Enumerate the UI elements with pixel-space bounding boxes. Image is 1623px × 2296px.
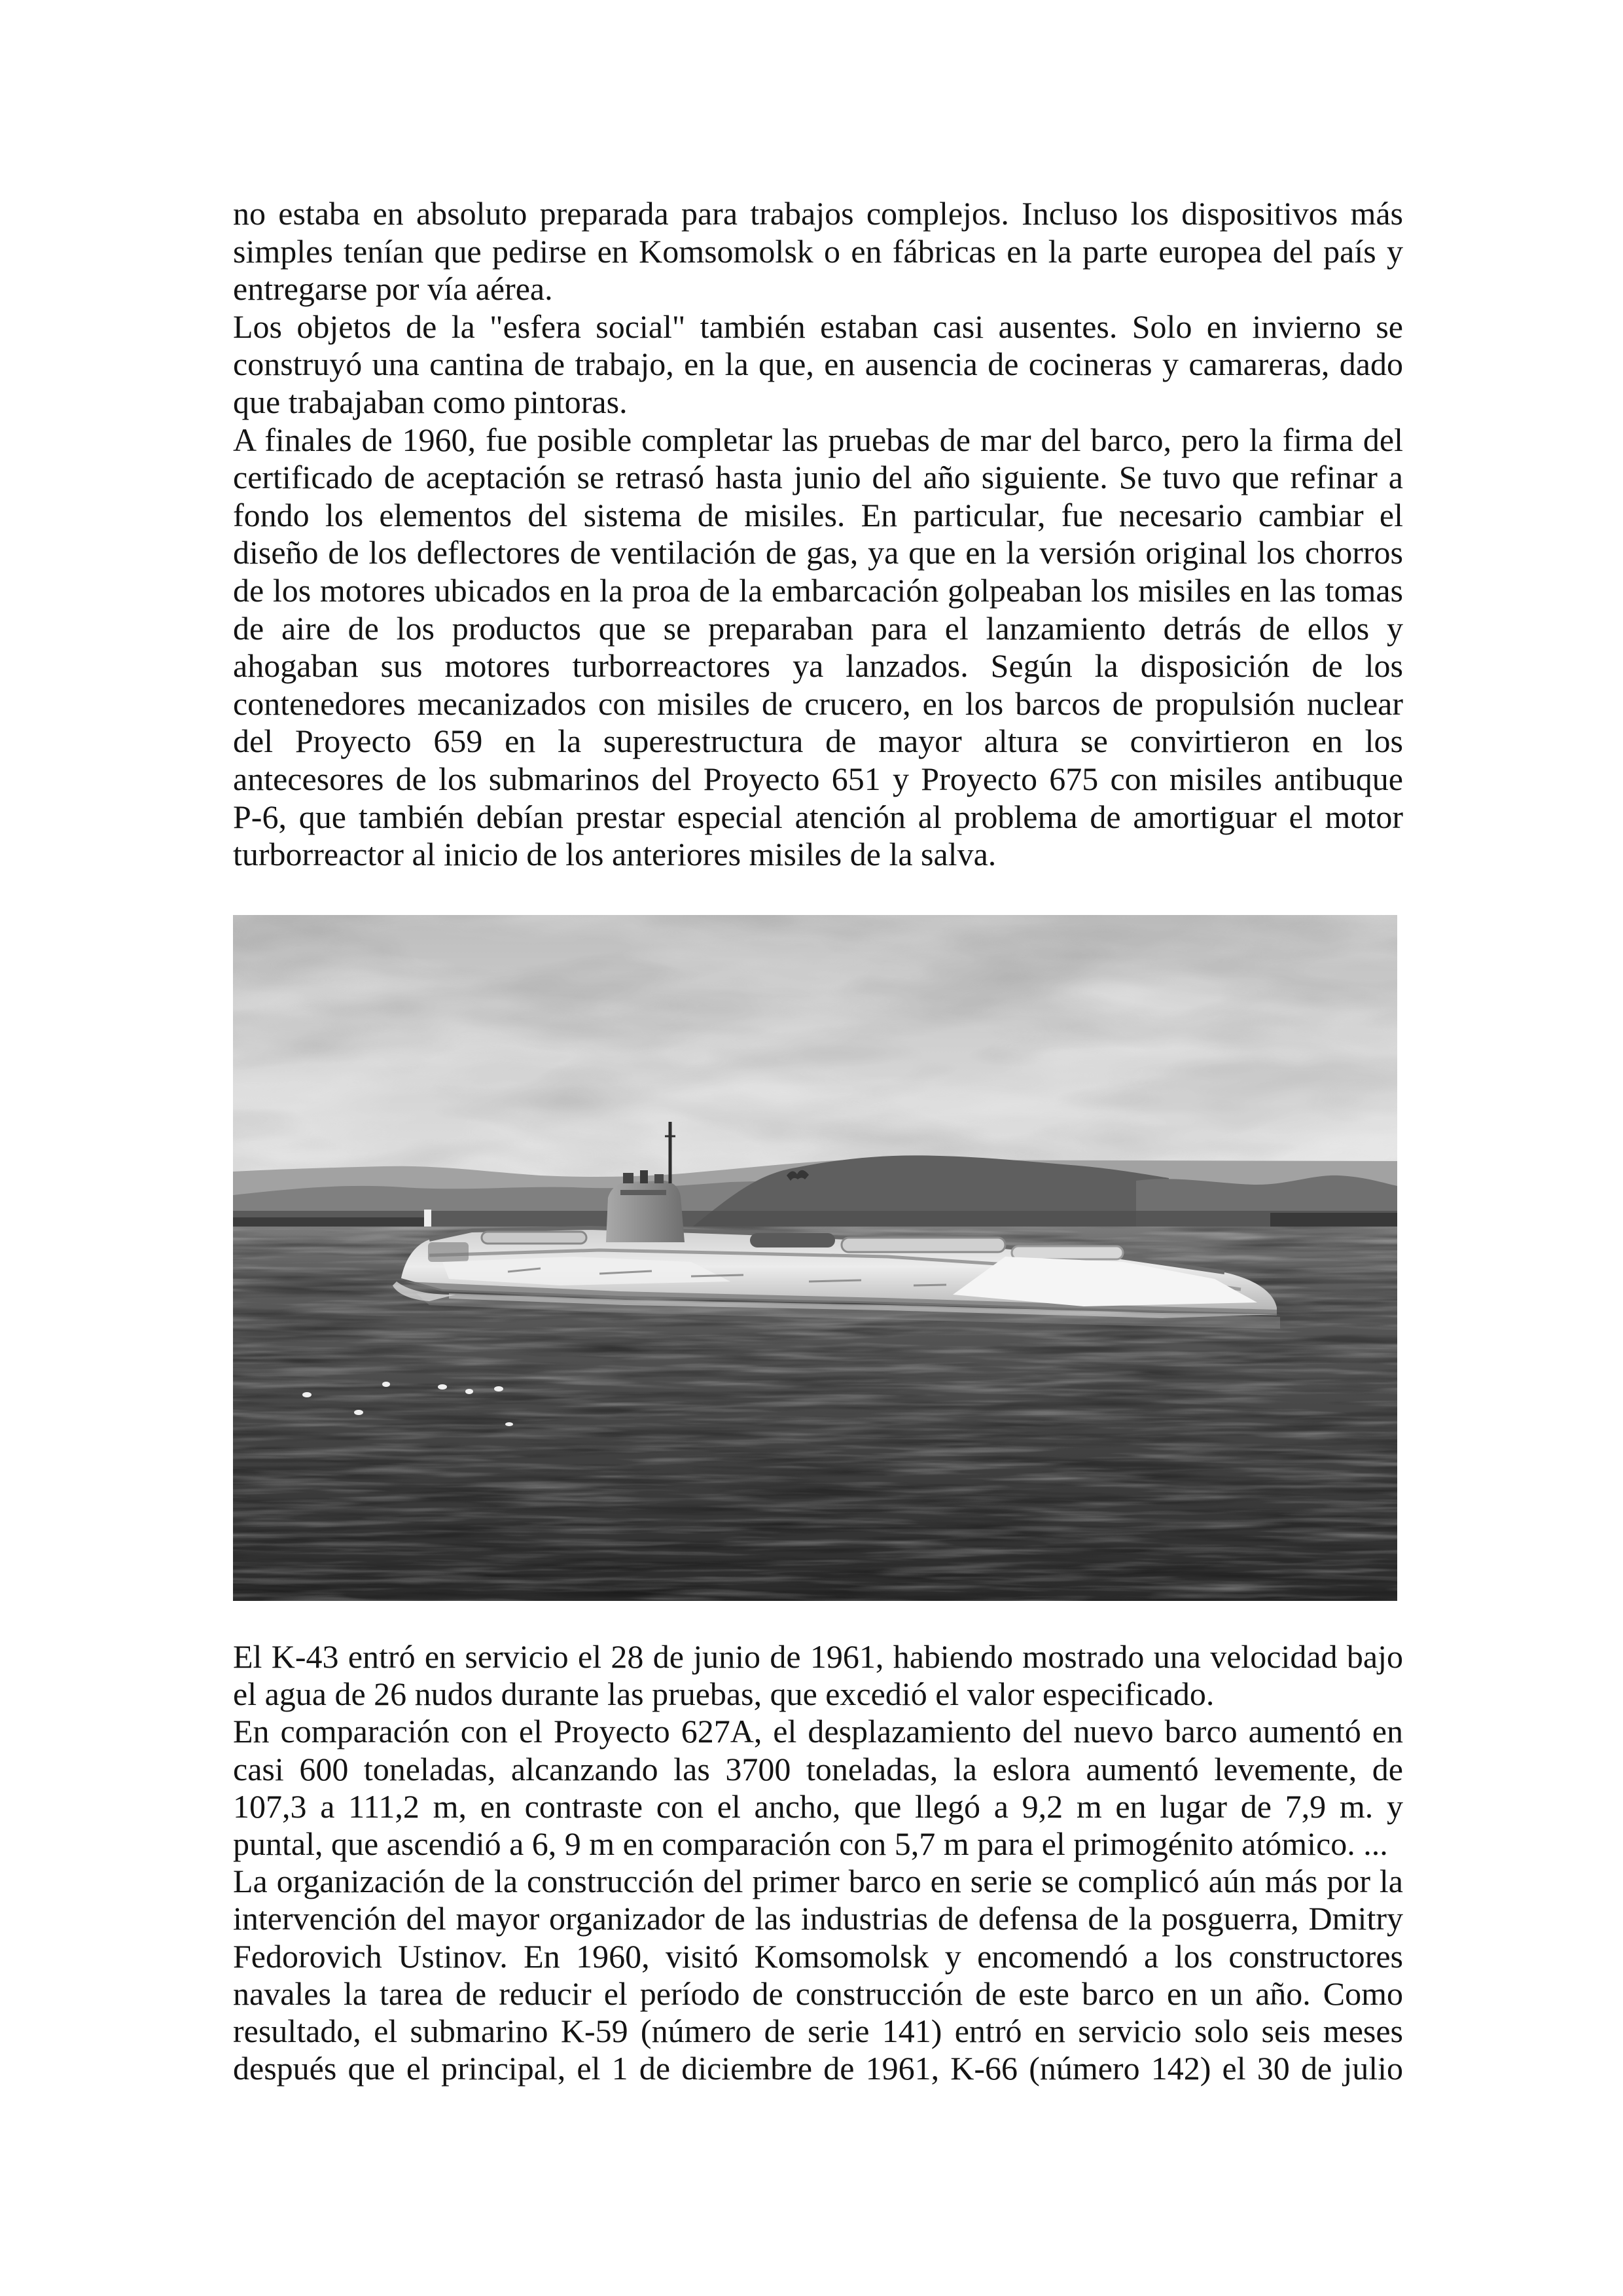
text-line: fondo los elementos del sistema de misiles. En particular, fue necesario cambiar el [233,496,1403,533]
text-block-before-figure [233,195,1403,874]
paragraph [233,195,1403,308]
paragraph [233,308,1403,422]
text-line: casi 600 toneladas, alcanzando las 3700 toneladas, la eslora aumentó levemente, de [233,1750,1403,1787]
text-line: turborreactor al inicio de los anteriores misiles de la salva. [233,836,997,873]
bow-structure [428,1242,469,1262]
periscope-housing [640,1170,648,1183]
sky-cloud-shadows [233,915,1397,1196]
gull [438,1384,447,1390]
submarine-photo-graphic [233,915,1397,1601]
text-line: simples tenían que pedirse en Komsomolsk o en fábricas en la parte europea del país y [233,232,1403,270]
missile-container [750,1233,835,1247]
text-line: El K-43 entró en servicio el 28 de junio de 1961, habiendo mostrado una velocidad bajo [233,1638,1403,1675]
text-line: contenedores mecanizados con misiles de crucero, en los barcos de propulsión nuclear [233,685,1403,722]
text-line: después que el principal, el 1 de diciembre de 1961, K-66 (número 142) el 30 de julio [233,2050,1403,2087]
periscope-housing [623,1173,633,1183]
gull [354,1410,363,1415]
text-line: el agua de 26 nudos durante las pruebas, que excedió el valor especificado. [233,1676,1215,1713]
text-line: La organización de la construcción del primer barco en serie se complicó aún más por la [233,1863,1403,1900]
text-line: entregarse por vía aérea. [233,270,553,308]
text-line: En comparación con el Proyecto 627A, el desplazamiento del nuevo barco aumentó en [233,1713,1403,1750]
text-line: ahogaban sus motores turborreactores ya lanzados. Según la disposición de los [233,647,1403,685]
gull [465,1389,473,1394]
text-line: Los objetos de la "esfera social" también estaban casi ausentes. Solo en invierno se [233,308,1403,345]
missile-container [1012,1246,1123,1259]
text-line: P-6, que también debían prestar especial atención al problema de amortiguar el motor [233,798,1403,835]
paragraph [233,1713,1403,1863]
gull [505,1422,513,1426]
text-block-after-figure [233,1638,1403,2087]
gull [494,1386,503,1391]
text-line: que trabajaban como pintoras. [233,383,628,420]
text-line: puntal, que ascendió a 6, 9 m en comparación con 5,7 m para el primogénito atómico. ... [233,1825,1388,1863]
conning-tower-window [620,1190,666,1195]
text-line: certificado de aceptación se retrasó hasta junio del año siguiente. Se tuvo que refinar a [233,459,1403,496]
text-line: Fedorovich Ustinov. En 1960, visitó Komsomolsk y encomendó a los constructores [233,1937,1403,1975]
missile-container [842,1238,1005,1252]
text-line: 107,3 a 111,2 m, en contraste con el ancho, que llegó a 9,2 m en lugar de 7,9 m. y [233,1787,1403,1825]
paragraph [233,1863,1403,2087]
text-line: de aire de los productos que se preparaban para el lanzamiento detrás de ellos y [233,609,1403,647]
text-line: del Proyecto 659 en la superestructura de mayor altura se convirtieron en los [233,723,1403,760]
gull [302,1392,312,1397]
text-line: de los motores ubicados en la proa de la embarcación golpeaban los misiles en las tomas [233,571,1403,609]
text-line: A finales de 1960, fue posible completar las pruebas de mar del barco, pero la firma del [233,421,1403,458]
text-line: no estaba en absoluto preparada para trabajos complejos. Incluso los dispositivos más [233,195,1403,232]
text-line: antecesores de los submarinos del Proyecto 651 y Proyecto 675 con misiles antibuque [233,760,1403,797]
paragraph [233,1638,1403,1713]
text-line: construyó una cantina de trabajo, en la que, en ausencia de cocineras y camareras, dado [233,346,1403,383]
text-line: navales la tarea de reducir el período de construcción de este barco en un año. Como [233,1975,1403,2012]
paragraph [233,422,1403,874]
text-line: diseño de los deflectores de ventilación de gas, ya que en la versión original los chorros [233,534,1403,571]
text-line: resultado, el submarino K-59 (número de serie 141) entró en servicio solo seis meses [233,2013,1403,2050]
gull [382,1382,390,1387]
missile-container [482,1232,586,1244]
submarine-photo [233,915,1397,1601]
periscope-housing [654,1174,664,1183]
text-line: intervención del mayor organizador de las industrias de defensa de la posguerra, Dmitry [233,1900,1403,1937]
